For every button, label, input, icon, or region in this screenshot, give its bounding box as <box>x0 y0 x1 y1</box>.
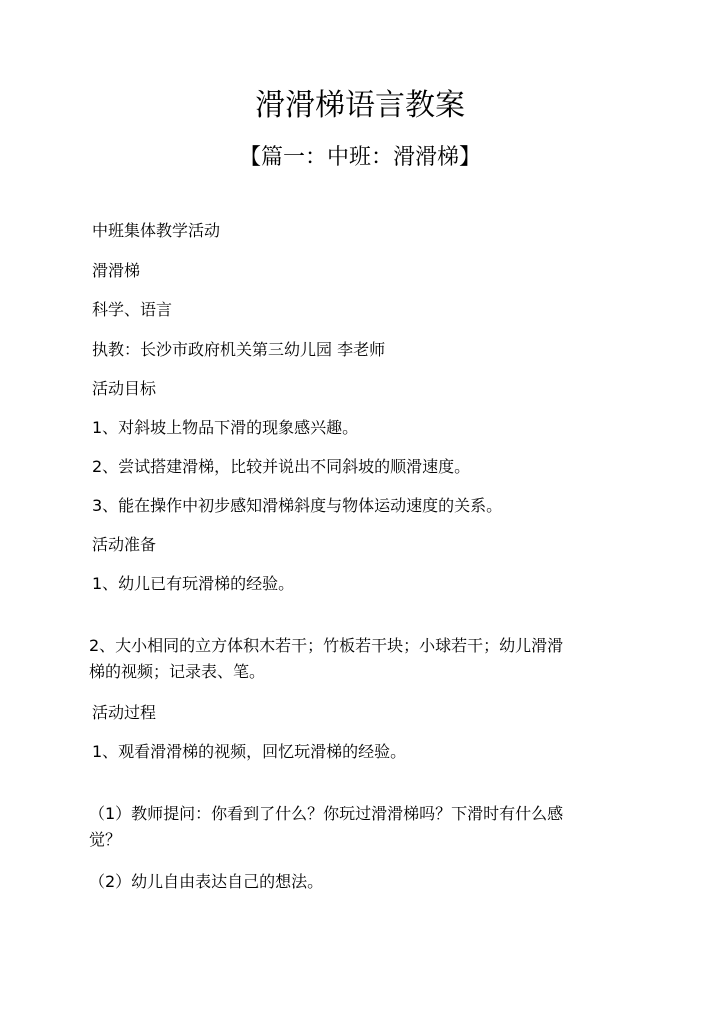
activity-name: 滑滑梯 <box>92 261 141 280</box>
goal-item-3: 3、能在操作中初步感知滑梯斜度与物体运动速度的关系。 <box>92 496 503 515</box>
activity-type: 中班集体教学活动 <box>92 221 221 240</box>
question-1 <box>89 801 637 853</box>
goal-item-2: 2、尝试搭建滑梯，比较并说出不同斜坡的顺滑速度。 <box>92 457 471 476</box>
prep-item-2-line-1: 2、大小相同的立方体积木若干；竹板若干块；小球若干；幼儿滑滑 <box>89 636 564 655</box>
subject-field: 科学、语言 <box>92 300 173 319</box>
prep-item-2-line-2: 梯的视频；记录表、笔。 <box>89 662 266 681</box>
goal-item-1: 1、对斜坡上物品下滑的现象感兴趣。 <box>92 418 359 437</box>
teacher-line: 执教：长沙市政府机关第三幼儿园 李老师 <box>92 340 386 359</box>
document-title: 滑滑梯语言教案 <box>255 88 465 123</box>
question-2: （2）幼儿自由表达自己的想法。 <box>89 872 324 891</box>
process-item-1: 1、观看滑滑梯的视频，回忆玩滑梯的经验。 <box>92 742 407 761</box>
section-heading-prep: 活动准备 <box>92 535 157 554</box>
prep-item-1: 1、幼儿已有玩滑梯的经验。 <box>92 574 295 593</box>
question-1-line-1: （1）教师提问：你看到了什么？你玩过滑滑梯吗？下滑时有什么感 <box>89 804 564 823</box>
section-heading-process: 活动过程 <box>92 703 157 722</box>
section-heading-goals: 活动目标 <box>92 379 157 398</box>
document-subtitle: 【篇一：中班：滑滑梯】 <box>238 145 481 170</box>
question-1-line-2: 觉？ <box>89 830 122 849</box>
prep-item-2 <box>89 633 637 685</box>
